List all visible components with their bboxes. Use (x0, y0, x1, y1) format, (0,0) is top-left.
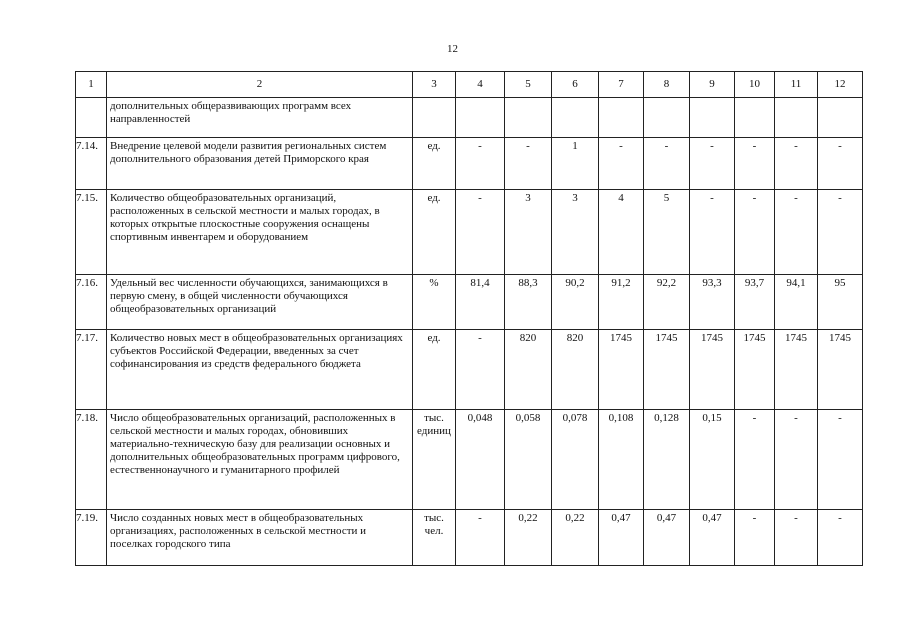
unit-cell: ед. (413, 138, 456, 190)
value-cell: - (690, 190, 735, 275)
value-cell (456, 98, 505, 138)
value-cell: 0,15 (690, 410, 735, 510)
value-cell (644, 98, 690, 138)
value-cell: - (775, 410, 818, 510)
column-header: 10 (735, 72, 775, 98)
value-cell: 0,47 (599, 510, 644, 566)
table-row (76, 410, 863, 510)
row-number: 7.16. (76, 275, 107, 330)
column-header: 3 (413, 72, 456, 98)
column-header: 1 (76, 72, 107, 98)
indicator-name: Удельный вес численности обучающихся, занимающихся в первую смену, в общей численности обучающихся общеобразовательных организаций (107, 275, 413, 330)
value-cell (505, 98, 552, 138)
unit-cell: тыс. единиц (413, 410, 456, 510)
indicator-name: дополнительных общеразвивающих программ всех направленностей (107, 98, 413, 138)
page-number: 12 (447, 43, 458, 55)
value-cell: - (735, 510, 775, 566)
value-cell: 0,128 (644, 410, 690, 510)
column-header: 6 (552, 72, 599, 98)
value-cell: 1745 (735, 330, 775, 410)
unit-cell: % (413, 275, 456, 330)
value-cell: 1745 (775, 330, 818, 410)
column-header: 8 (644, 72, 690, 98)
value-cell: 4 (599, 190, 644, 275)
value-cell: - (456, 510, 505, 566)
row-number (76, 98, 107, 138)
value-cell: 1745 (599, 330, 644, 410)
value-cell: 0,048 (456, 410, 505, 510)
table-row (76, 190, 863, 275)
value-cell: - (775, 510, 818, 566)
column-header: 4 (456, 72, 505, 98)
unit-cell: ед. (413, 190, 456, 275)
value-cell: 0,22 (552, 510, 599, 566)
value-cell: 93,7 (735, 275, 775, 330)
value-cell: 0,058 (505, 410, 552, 510)
unit-cell (413, 98, 456, 138)
value-cell: 0,078 (552, 410, 599, 510)
value-cell: 820 (505, 330, 552, 410)
value-cell (735, 98, 775, 138)
value-cell: - (775, 138, 818, 190)
value-cell (775, 98, 818, 138)
value-cell: 81,4 (456, 275, 505, 330)
value-cell (599, 98, 644, 138)
row-number: 7.17. (76, 330, 107, 410)
value-cell (690, 98, 735, 138)
unit-cell: ед. (413, 330, 456, 410)
value-cell: 3 (505, 190, 552, 275)
table-row (76, 138, 863, 190)
value-cell: - (818, 410, 863, 510)
value-cell: - (599, 138, 644, 190)
value-cell: 1745 (690, 330, 735, 410)
value-cell: 1745 (818, 330, 863, 410)
indicator-name: Внедрение целевой модели развития региональных систем дополнительного образования детей Приморского края (107, 138, 413, 190)
indicators-table (75, 71, 863, 566)
value-cell (552, 98, 599, 138)
indicator-name: Количество новых мест в общеобразовательных организациях субъектов Российской Федерации, введенных за счет софинансирования из средств федерального бюджета (107, 330, 413, 410)
value-cell: 93,3 (690, 275, 735, 330)
column-header: 5 (505, 72, 552, 98)
value-cell: - (735, 410, 775, 510)
value-cell: 0,47 (690, 510, 735, 566)
row-number: 7.14. (76, 138, 107, 190)
column-header: 9 (690, 72, 735, 98)
value-cell: - (818, 510, 863, 566)
value-cell: - (456, 330, 505, 410)
value-cell: - (505, 138, 552, 190)
value-cell: - (818, 190, 863, 275)
value-cell: 820 (552, 330, 599, 410)
value-cell: 3 (552, 190, 599, 275)
indicator-name: Число созданных новых мест в общеобразовательных организациях, расположенных в сельской местности и поселках городского типа (107, 510, 413, 566)
value-cell: 1 (552, 138, 599, 190)
unit-cell: тыс. чел. (413, 510, 456, 566)
value-cell: - (456, 138, 505, 190)
column-header: 2 (107, 72, 413, 98)
table-header-row (76, 72, 863, 98)
value-cell: 91,2 (599, 275, 644, 330)
value-cell: 92,2 (644, 275, 690, 330)
value-cell: - (818, 138, 863, 190)
column-header: 11 (775, 72, 818, 98)
table-row (76, 275, 863, 330)
value-cell: - (735, 138, 775, 190)
table-row (76, 330, 863, 410)
value-cell: 0,47 (644, 510, 690, 566)
indicator-name: Количество общеобразовательных организаций, расположенных в сельской местности и малых городах, в которых открытые плоскостные сооружения оснащены спортивным инвентарем и оборудованием (107, 190, 413, 275)
value-cell: - (690, 138, 735, 190)
row-number: 7.15. (76, 190, 107, 275)
value-cell: - (775, 190, 818, 275)
value-cell: - (644, 138, 690, 190)
value-cell: 0,22 (505, 510, 552, 566)
column-header: 12 (818, 72, 863, 98)
value-cell: 90,2 (552, 275, 599, 330)
row-number: 7.19. (76, 510, 107, 566)
value-cell: 94,1 (775, 275, 818, 330)
value-cell (818, 98, 863, 138)
table-row (76, 510, 863, 566)
value-cell: - (735, 190, 775, 275)
value-cell: 95 (818, 275, 863, 330)
value-cell: 0,108 (599, 410, 644, 510)
indicator-name: Число общеобразовательных организаций, расположенных в сельской местности и малых городах, обновивших материально-техническую базу для реализации основных и дополнительных общеобразовательных программ цифрового, естественнонаучного и гуманитарного профилей (107, 410, 413, 510)
row-number: 7.18. (76, 410, 107, 510)
value-cell: 1745 (644, 330, 690, 410)
column-header: 7 (599, 72, 644, 98)
value-cell: - (456, 190, 505, 275)
table-row (76, 98, 863, 138)
value-cell: 88,3 (505, 275, 552, 330)
value-cell: 5 (644, 190, 690, 275)
